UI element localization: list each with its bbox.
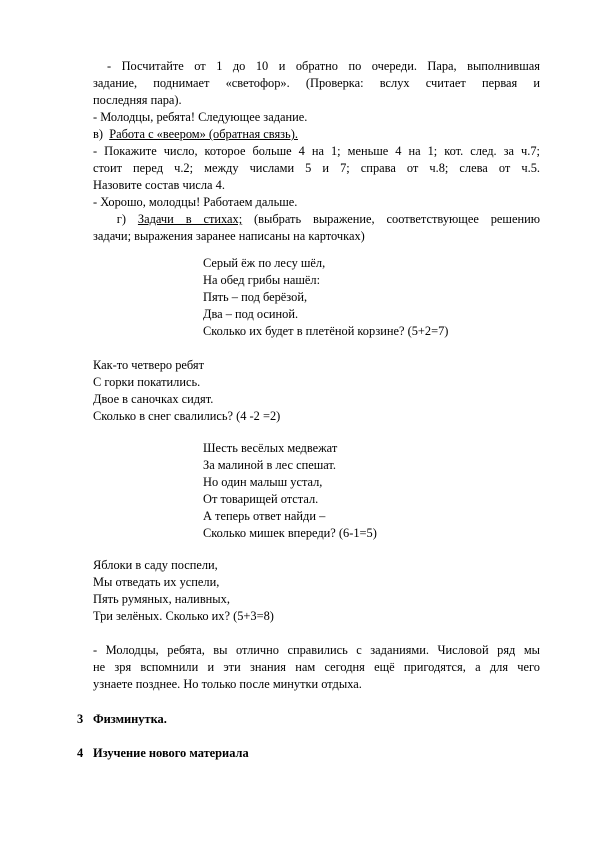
section-v-marker: в) — [93, 127, 103, 141]
closing-line-3: узнаете позднее. Но только после минутки отдыха. — [93, 677, 362, 691]
poem-line: Мы отведать их успели, — [93, 575, 220, 589]
poem-line: А теперь ответ найди – — [203, 509, 326, 523]
section-g-heading — [93, 211, 540, 227]
task-v-line-2: стоит перед ч.2; между числами 5 и 7; справа от ч.8; слева от ч.5. — [93, 161, 540, 175]
intro-line-3: последняя пара). — [93, 93, 182, 107]
poem-line: Пять румяных, наливных, — [93, 592, 230, 606]
poem-line: За малиной в лес спешат. — [203, 458, 337, 472]
poem-line: Сколько их будет в плетёной корзине? (5+2=7) — [203, 324, 449, 338]
task-v-line-1: - Покажите число, которое больше 4 на 1; меньше 4 на 1; кот. след. за ч.7; — [93, 144, 540, 158]
poem-line: Сколько мишек впереди? (6-1=5) — [203, 526, 377, 540]
task-v-line-3: Назовите состав числа 4. — [93, 178, 225, 192]
section-v-heading — [93, 126, 298, 142]
closing-line-2: не зря вспомнили и эти знания нам сегодня ещё пригодятся, а для чего — [93, 660, 540, 674]
praise-line-2: - Хорошо, молодцы! Работаем дальше. — [93, 195, 298, 209]
intro-line-1: - Посчитайте от 1 до 10 и обратно по очереди. Пара, выполнившая — [107, 59, 540, 73]
section-v-title: Работа с «веером» (обратная связь). — [109, 127, 298, 141]
poem-line: Но один малыш устал, — [203, 475, 323, 489]
poem-line: Яблоки в саду поспели, — [93, 558, 218, 572]
section-g-description: (выбрать выражение, соответствующее решению — [242, 212, 540, 226]
poem-line: Три зелёных. Сколько их? (5+3=8) — [93, 609, 274, 623]
heading-new-material: Изучение нового материала — [93, 746, 249, 760]
poem-line: На обед грибы нашёл: — [203, 273, 321, 287]
poem-line: Шесть весёлых медвежат — [203, 441, 338, 455]
section-g-marker: г) — [116, 212, 127, 226]
heading-physical-break: Физминутка. — [93, 712, 167, 726]
intro-line-2: задание, поднимает «светофор». (Проверка: вслух считает первая и — [93, 76, 540, 90]
closing-line-1: - Молодцы, ребята, вы отлично справились с заданиями. Числовой ряд мы — [93, 643, 540, 657]
section-number-3: 3 — [77, 712, 84, 726]
poem-line: Как-то четверо ребят — [93, 358, 205, 372]
poem-line: Пять – под берёзой, — [203, 290, 308, 304]
section-g-title: Задачи в стихах; — [137, 212, 243, 226]
praise-line-1: - Молодцы, ребята! Следующее задание. — [93, 110, 308, 124]
poem-line: От товарищей отстал. — [203, 492, 319, 506]
poem-line: Двое в саночках сидят. — [93, 392, 214, 406]
poem-line: Сколько в снег свалились? (4 -2 =2) — [93, 409, 281, 423]
poem-line: Серый ёж по лесу шёл, — [203, 256, 326, 270]
poem-line: Два – под осиной. — [203, 307, 299, 321]
poem-line: С горки покатились. — [93, 375, 201, 389]
section-g-line-2: задачи; выражения заранее написаны на карточках) — [93, 229, 365, 243]
section-number-4: 4 — [77, 746, 84, 760]
